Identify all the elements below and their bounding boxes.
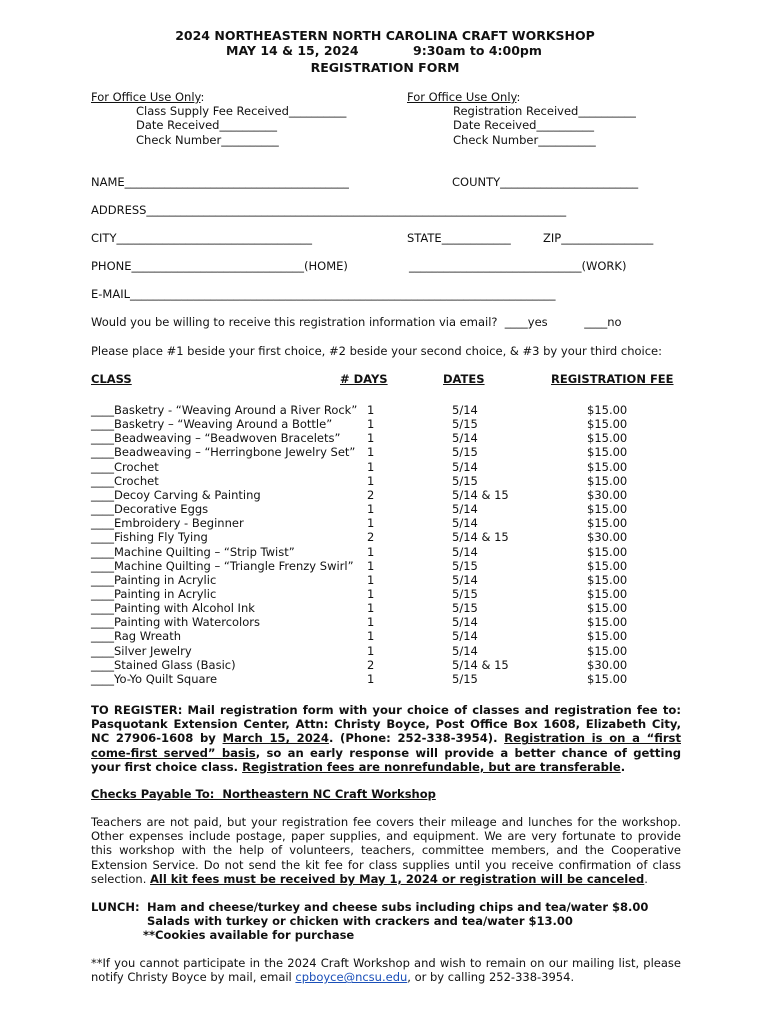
- class-row-days: 1: [367, 601, 375, 615]
- class-row-name[interactable]: ____Basketry - “Weaving Around a River Rock”: [91, 403, 358, 417]
- teachers-paragraph: Teachers are not paid, but your registration fee covers their mileage and lunches for the workshop. Other expenses include postage, paper supplies, and equipment. We are very fortunate to provide this workshop with the help of volunteers, teachers, committee members, and the Cooperative Extension Service. Do not send the kit fee for class supplies until you receive confirmation of class selection. All kit fees must be received by May 1, 2024 or registration will be canceled.: [91, 815, 681, 886]
- class-row-dates: 5/14 & 15: [452, 530, 509, 544]
- mailing-list-note: **If you cannot participate in the 2024 Craft Workshop and wish to remain on our mailing list, please notify Christy Boyce by mail, email cpboyce@ncsu.edu, or by calling 252-338-3954.: [91, 956, 681, 985]
- class-row-dates: 5/15: [452, 559, 478, 573]
- class-row-days: 2: [367, 658, 375, 672]
- class-row-dates: 5/14: [452, 615, 478, 629]
- column-header-class: CLASS: [91, 372, 132, 386]
- class-row-days: 1: [367, 672, 375, 686]
- form-subtitle: REGISTRATION FORM: [310, 60, 460, 75]
- class-row-days: 1: [367, 615, 375, 629]
- class-row-days: 1: [367, 460, 375, 474]
- class-row-dates: 5/14: [452, 431, 478, 445]
- class-row-days: 1: [367, 474, 375, 488]
- name-field[interactable]: NAME_______________________________________: [91, 175, 349, 189]
- office-left-supply-fee: Class Supply Fee Received__________: [136, 104, 347, 118]
- class-row-name[interactable]: ____Beadweaving – “Beadwoven Bracelets”: [91, 431, 341, 445]
- class-row-fee: $15.00: [587, 672, 628, 686]
- class-row-days: 1: [367, 644, 375, 658]
- class-row-days: 2: [367, 488, 375, 502]
- office-left-check-number: Check Number__________: [136, 133, 279, 147]
- class-row-dates: 5/15: [452, 601, 478, 615]
- office-use-left-heading: For Office Use Only:: [91, 90, 205, 104]
- class-row-fee: $15.00: [587, 460, 628, 474]
- class-row-fee: $15.00: [587, 601, 628, 615]
- address-field[interactable]: ADDRESS_________________________________________________________________________: [91, 203, 567, 217]
- class-row-days: 1: [367, 403, 375, 417]
- class-row-fee: $15.00: [587, 502, 628, 516]
- class-row-dates: 5/15: [452, 417, 478, 431]
- class-row-dates: 5/14 & 15: [452, 658, 509, 672]
- class-row-fee: $15.00: [587, 445, 628, 459]
- class-row-name[interactable]: ____Basketry – “Weaving Around a Bottle”: [91, 417, 333, 431]
- class-row-days: 2: [367, 530, 375, 544]
- class-row-dates: 5/14: [452, 516, 478, 530]
- email-consent-question[interactable]: Would you be willing to receive this registration information via email? ____yes ____no: [91, 315, 622, 329]
- class-row-fee: $15.00: [587, 559, 628, 573]
- class-row-days: 1: [367, 559, 375, 573]
- class-row-fee: $15.00: [587, 545, 628, 559]
- class-row-fee: $30.00: [587, 488, 628, 502]
- class-row-fee: $15.00: [587, 587, 628, 601]
- workshop-dates: MAY 14 & 15, 2024: [226, 43, 359, 58]
- choice-instruction: Please place #1 beside your first choice, #2 beside your second choice, & #3 by your third choice:: [91, 344, 662, 358]
- class-row-dates: 5/15: [452, 672, 478, 686]
- workshop-title: 2024 NORTHEASTERN NORTH CAROLINA CRAFT WORKSHOP: [175, 28, 595, 43]
- column-header-days: # DAYS: [340, 372, 388, 386]
- class-row-days: 1: [367, 445, 375, 459]
- lunch-option-subs: Ham and cheese/turkey and cheese subs including chips and tea/water $8.00: [147, 900, 649, 914]
- office-right-registration-received: Registration Received__________: [453, 104, 636, 118]
- class-row-fee: $15.00: [587, 431, 628, 445]
- class-row-name[interactable]: ____Painting in Acrylic: [91, 573, 217, 587]
- phone-work-field[interactable]: ______________________________(WORK): [409, 259, 627, 273]
- class-row-days: 1: [367, 502, 375, 516]
- office-right-date-received: Date Received__________: [453, 118, 594, 132]
- class-row-name[interactable]: ____Stained Glass (Basic): [91, 658, 236, 672]
- class-row-name[interactable]: ____Silver Jewelry: [91, 644, 192, 658]
- zip-field[interactable]: ZIP________________: [543, 231, 654, 245]
- class-row-dates: 5/14: [452, 644, 478, 658]
- class-row-fee: $15.00: [587, 615, 628, 629]
- class-row-days: 1: [367, 629, 375, 643]
- workshop-time: 9:30am to 4:00pm: [413, 43, 542, 58]
- class-row-fee: $30.00: [587, 530, 628, 544]
- class-row-dates: 5/14: [452, 629, 478, 643]
- class-row-name[interactable]: ____Painting with Alcohol Ink: [91, 601, 255, 615]
- class-row-dates: 5/15: [452, 445, 478, 459]
- class-row-dates: 5/14 & 15: [452, 488, 509, 502]
- lunch-cookies-note: **Cookies available for purchase: [143, 928, 355, 942]
- class-row-name[interactable]: ____Embroidery - Beginner: [91, 516, 244, 530]
- class-row-dates: 5/14: [452, 403, 478, 417]
- class-row-days: 1: [367, 516, 375, 530]
- class-row-dates: 5/15: [452, 474, 478, 488]
- class-row-dates: 5/15: [452, 587, 478, 601]
- class-row-name[interactable]: ____Crochet: [91, 460, 159, 474]
- class-row-fee: $15.00: [587, 417, 628, 431]
- contact-email-link[interactable]: cpboyce@ncsu.edu: [295, 970, 408, 985]
- class-row-days: 1: [367, 573, 375, 587]
- class-row-days: 1: [367, 545, 375, 559]
- class-row-fee: $15.00: [587, 403, 628, 417]
- class-row-dates: 5/14: [452, 502, 478, 516]
- county-field[interactable]: COUNTY________________________: [452, 175, 639, 189]
- class-row-name[interactable]: ____Painting with Watercolors: [91, 615, 261, 629]
- class-row-name[interactable]: ____Decorative Eggs: [91, 502, 209, 516]
- lunch-label: LUNCH:: [91, 900, 140, 914]
- class-row-days: 1: [367, 417, 375, 431]
- class-row-name[interactable]: ____Rag Wreath: [91, 629, 181, 643]
- register-instructions: TO REGISTER: Mail registration form with your choice of classes and registration fee to: Pasquotank Extension Center, Attn: Christy Boyce, Post Office Box 1608, Elizabeth City, NC 27906-1608 by March 15, 2024. (Phone: 252-338-3954). Registration is on a “first come-first served” basis, so an early response will provide a better chance of getting your first choice class. Registration fees are nonrefundable, but are transferable.: [91, 703, 681, 774]
- class-row-name[interactable]: ____Machine Quilting – “Strip Twist”: [91, 545, 295, 559]
- class-row-dates: 5/14: [452, 545, 478, 559]
- class-row-name[interactable]: ____Yo-Yo Quilt Square: [91, 672, 218, 686]
- email-field[interactable]: E-MAIL__________________________________________________________________________: [91, 287, 556, 301]
- class-row-fee: $15.00: [587, 474, 628, 488]
- class-row-days: 1: [367, 431, 375, 445]
- lunch-option-salads: Salads with turkey or chicken with crackers and tea/water $13.00: [147, 914, 573, 928]
- class-row-name[interactable]: ____Painting in Acrylic: [91, 587, 217, 601]
- class-row-name[interactable]: ____Machine Quilting – “Triangle Frenzy Swirl”: [91, 559, 354, 573]
- checks-payable: Checks Payable To: Northeastern NC Craft Workshop: [91, 787, 436, 801]
- class-row-name[interactable]: ____Fishing Fly Tying: [91, 530, 208, 544]
- class-row-dates: 5/14: [452, 573, 478, 587]
- column-header-fee: REGISTRATION FEE: [551, 372, 674, 386]
- class-row-fee: $15.00: [587, 516, 628, 530]
- column-header-dates: DATES: [443, 372, 485, 386]
- office-use-right-heading: For Office Use Only:: [407, 90, 521, 104]
- class-row-dates: 5/14: [452, 460, 478, 474]
- class-row-name[interactable]: ____Decoy Carving & Painting: [91, 488, 261, 502]
- class-row-name[interactable]: ____Beadweaving – “Herringbone Jewelry Set”: [91, 445, 356, 459]
- class-row-days: 1: [367, 587, 375, 601]
- office-right-check-number: Check Number__________: [453, 133, 596, 147]
- city-field[interactable]: CITY__________________________________: [91, 231, 312, 245]
- state-field[interactable]: STATE____________: [407, 231, 511, 245]
- class-row-fee: $15.00: [587, 573, 628, 587]
- class-row-name[interactable]: ____Crochet: [91, 474, 159, 488]
- class-row-fee: $15.00: [587, 629, 628, 643]
- class-row-fee: $15.00: [587, 644, 628, 658]
- class-row-fee: $30.00: [587, 658, 628, 672]
- phone-home-field[interactable]: PHONE______________________________(HOME): [91, 259, 348, 273]
- office-left-date-received: Date Received__________: [136, 118, 277, 132]
